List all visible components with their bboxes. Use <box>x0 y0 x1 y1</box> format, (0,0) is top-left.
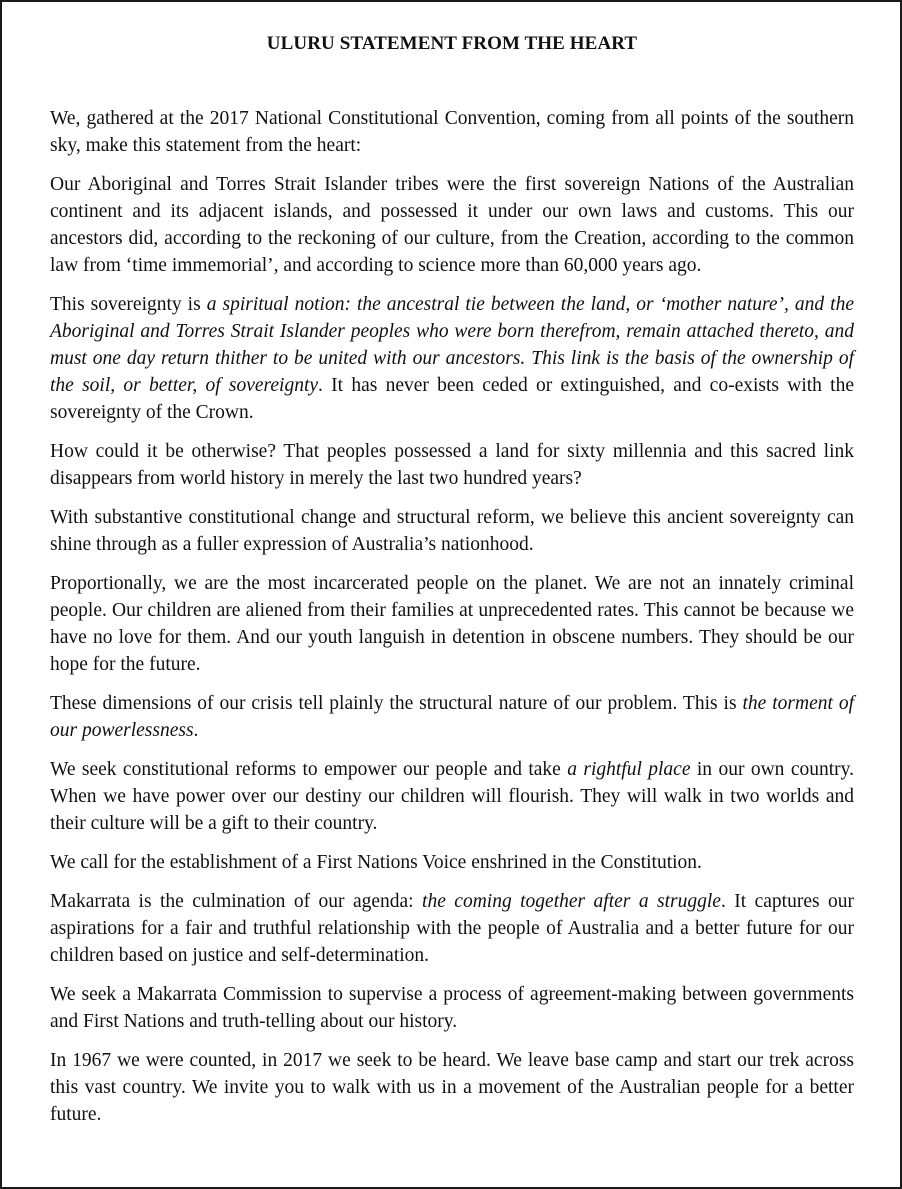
paragraph-7 <box>50 690 854 744</box>
paragraph-text: . <box>193 720 199 741</box>
paragraph-text: Makarrata is the culmination of our agenda: <box>50 891 423 912</box>
paragraph-text: We seek constitutional reforms to empower our people and take <box>50 759 568 780</box>
paragraph-text: We seek a Makarrata Commission to supervise a process of agreement-making between governments and First Nations and truth-telling about our history. <box>50 984 854 1032</box>
paragraph-text: With substantive constitutional change and structural reform, we believe this ancient sovereignty can shine through as a fuller expression of Australia’s nationhood. <box>50 507 854 555</box>
paragraph-text: in our own country. When we have power over our destiny our children will flourish. They will walk in two worlds and their culture will be a gift to their country. <box>50 759 854 834</box>
paragraph-6 <box>50 570 854 678</box>
document-body <box>50 105 854 1128</box>
paragraph-text: We, gathered at the 2017 National Constitutional Convention, coming from all points of the southern sky, make this statement from the heart: <box>50 108 854 156</box>
paragraph-9 <box>50 849 854 876</box>
paragraph-text: We call for the establishment of a First Nations Voice enshrined in the Constitution. <box>50 852 702 873</box>
paragraph-4 <box>50 438 854 492</box>
paragraph-text: These dimensions of our crisis tell plainly the structural nature of our problem. This is <box>50 693 743 714</box>
paragraph-5 <box>50 504 854 558</box>
paragraph-2 <box>50 171 854 279</box>
paragraph-text: How could it be otherwise? That peoples possessed a land for sixty millennia and this sacred link disappears from world history in merely the last two hundred years? <box>50 441 854 489</box>
paragraph-1 <box>50 105 854 159</box>
paragraph-text: Proportionally, we are the most incarcerated people on the planet. We are not an innately criminal people. Our children are aliened from their families at unprecedented rates. This cannot be because we have no love for them. And our youth languish in detention in obscene numbers. They should be our hope for the future. <box>50 573 854 675</box>
paragraph-text: Our Aboriginal and Torres Strait Islander tribes were the first sovereign Nations of the Australian continent and its adjacent islands, and possessed it under our own laws and customs. This our ancestors did, according to the reckoning of our culture, from the Creation, according to the common law from ‘time immemorial’, and according to science more than 60,000 years ago. <box>50 174 854 276</box>
paragraph-3 <box>50 291 854 426</box>
paragraph-12 <box>50 1047 854 1128</box>
italic-text: a spiritual notion: the ancestral tie between the land, or ‘mother nature’, and the Aboriginal and Torres Strait Islander peoples who were born therefrom, remain attached thereto, and must one day return thither to be united with our ancestors. This link is the basis of the ownership of the soil, or better, of sovereignty <box>50 294 854 396</box>
paragraph-8 <box>50 756 854 837</box>
paragraph-text: . It captures our aspirations for a fair and truthful relationship with the people of Australia and a better future for our children based on justice and self-determination. <box>50 891 854 966</box>
italic-text: the torment of our powerlessness <box>50 693 855 741</box>
document-title: ULURU STATEMENT FROM THE HEART <box>266 33 638 54</box>
italic-text: a rightful place <box>567 759 691 780</box>
paragraph-text: . It has never been ceded or extinguished, and co-exists with the sovereignty of the Crown. <box>50 375 854 423</box>
paragraph-text: This sovereignty is <box>50 294 207 315</box>
italic-text: the coming together after a struggle <box>422 891 721 912</box>
paragraph-11 <box>50 981 854 1035</box>
paragraph-text: In 1967 we were counted, in 2017 we seek to be heard. We leave base camp and start our trek across this vast country. We invite you to walk with us in a movement of the Australian people for a better future. <box>50 1050 854 1125</box>
paragraph-10 <box>50 888 854 969</box>
